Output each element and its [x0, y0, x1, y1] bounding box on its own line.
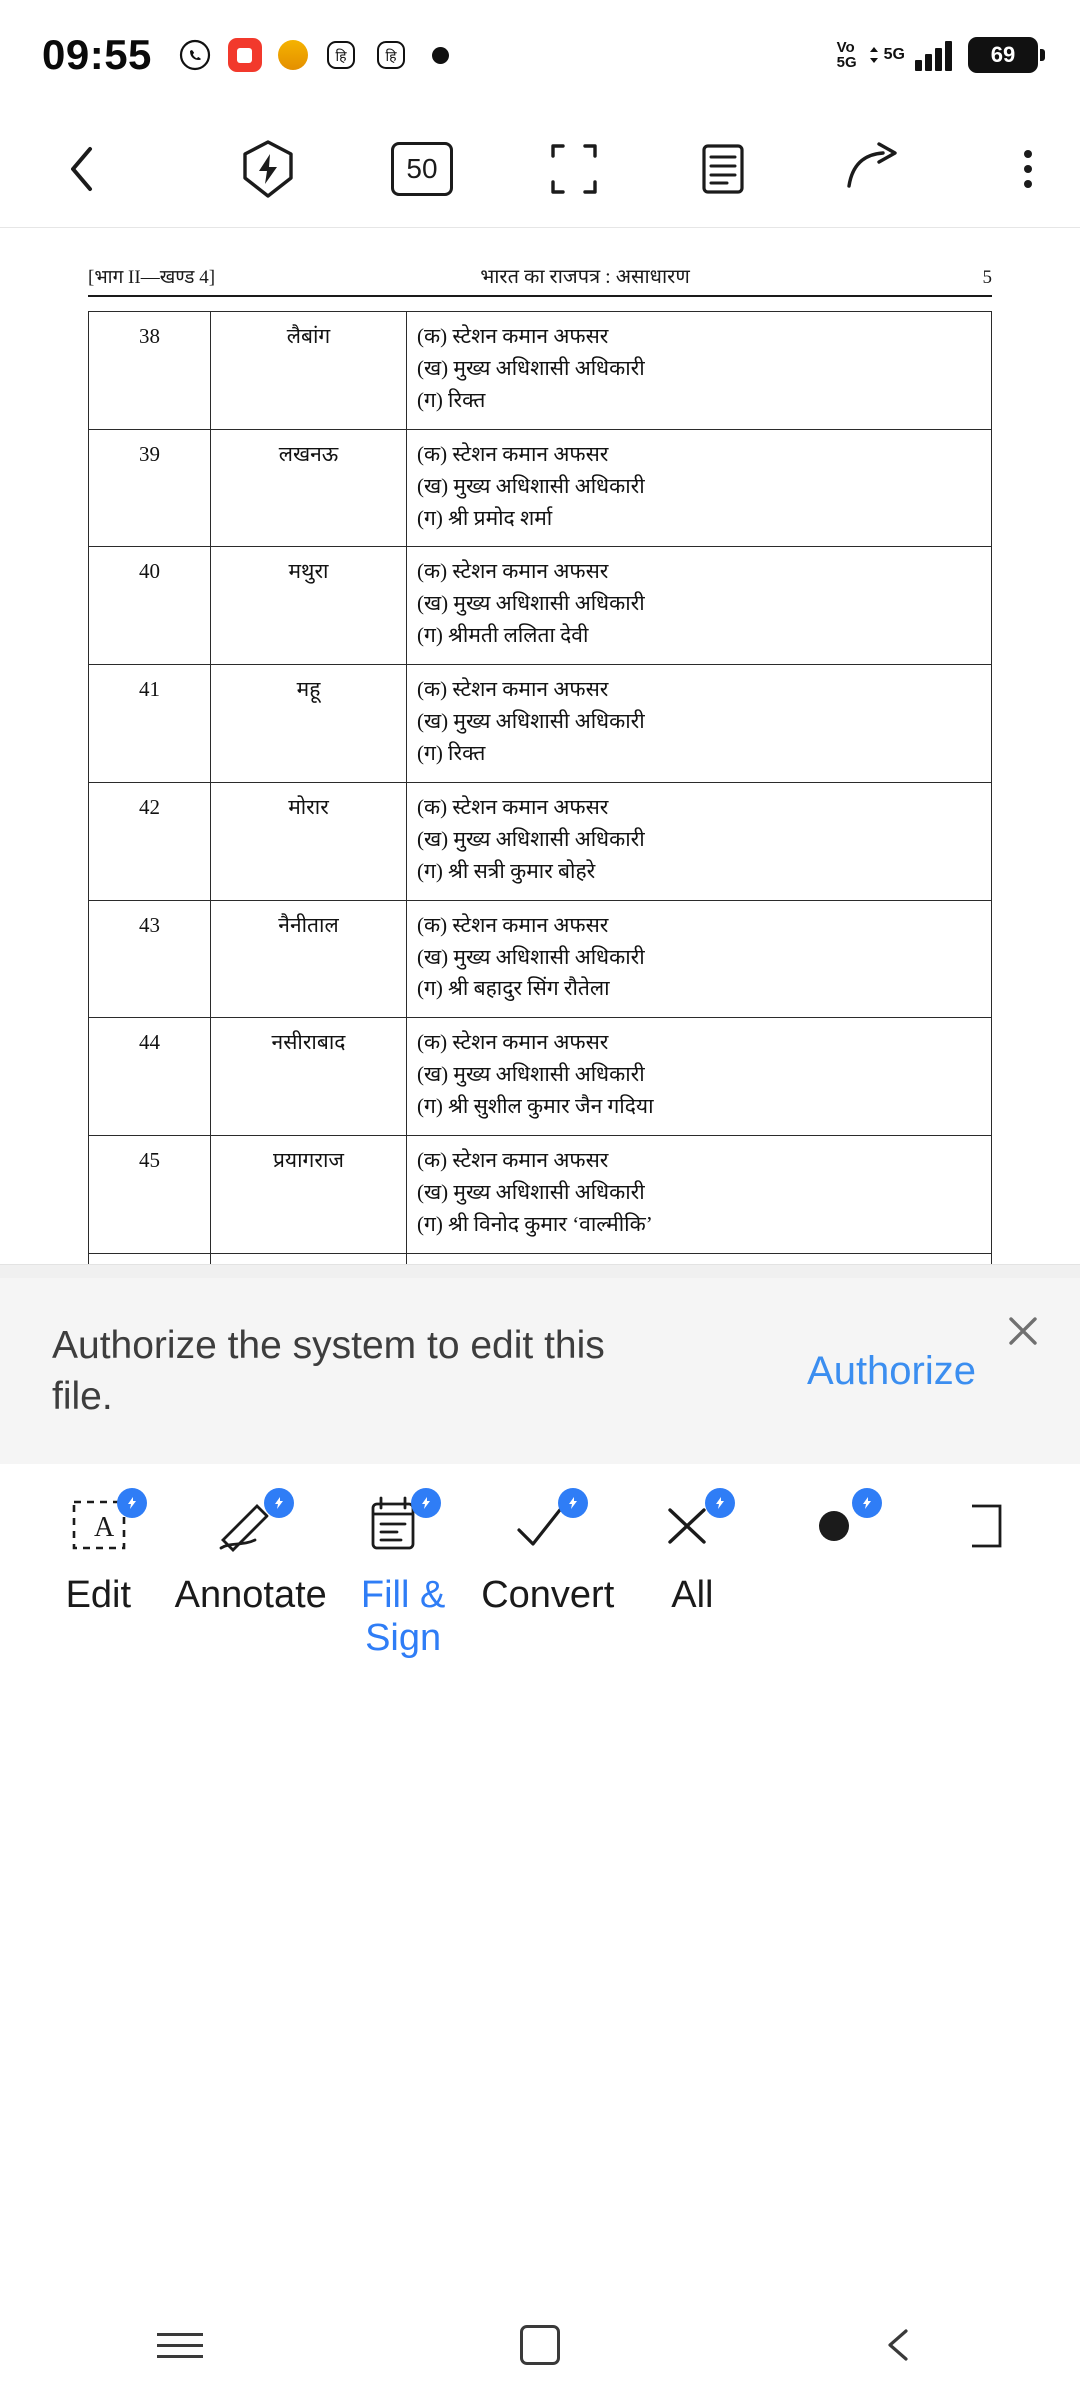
page-header-left: [भाग II—खण्ड 4] — [88, 267, 216, 288]
cell-serial: 40 — [89, 547, 211, 665]
authorize-button[interactable]: Authorize — [807, 1348, 976, 1393]
description-line: (क) स्टेशन कमान अफसर — [417, 559, 609, 584]
tool-label-all[interactable]: All — [671, 1574, 714, 1616]
tool-edit[interactable] — [26, 1486, 173, 1564]
description-line: (ग) रिक्त — [417, 387, 486, 412]
app-toolbar — [0, 110, 1080, 228]
description-line: (क) स्टेशन कमान अफसर — [417, 794, 609, 819]
page-header — [88, 262, 992, 297]
description-line: (ग) श्रीमती ललिता देवी — [417, 623, 589, 648]
status-time: 09:55 — [42, 31, 152, 78]
dot-icon — [424, 38, 458, 72]
status-system-icons — [837, 37, 1038, 73]
home-icon[interactable] — [480, 2310, 600, 2380]
whatsapp-icon — [178, 38, 212, 72]
cell-description — [407, 429, 992, 547]
tool-dot[interactable] — [760, 1486, 907, 1564]
cell-description — [407, 665, 992, 783]
description-line: (ख) मुख्य अधिशासी अधिकारी — [417, 355, 645, 380]
cell-serial: 42 — [89, 782, 211, 900]
hindi-app-icon-2 — [374, 38, 408, 72]
annotate-pen-icon[interactable] — [173, 1486, 320, 1564]
cell-serial: 39 — [89, 429, 211, 547]
dot-filled-icon[interactable] — [760, 1486, 907, 1564]
page-header-center: भारत का राजपत्र : असाधारण — [480, 266, 690, 288]
cell-description — [407, 1253, 992, 1264]
banner-separator — [0, 1264, 1080, 1278]
description-line: (ख) मुख्य अधिशासी अधिकारी — [417, 826, 645, 851]
tool-label-convert[interactable]: Convert — [481, 1574, 615, 1616]
cell-place: महू — [211, 665, 407, 783]
pro-badge-icon — [705, 1488, 735, 1518]
cell-description — [407, 1136, 992, 1254]
tool-annotate[interactable] — [173, 1486, 320, 1564]
cell-description — [407, 547, 992, 665]
table-row — [89, 665, 992, 783]
document-viewer[interactable] — [0, 228, 1080, 1264]
cell-description — [407, 1018, 992, 1136]
page-header-right: 5 — [982, 267, 992, 288]
table-row — [89, 900, 992, 1018]
cell-place: लखनऊ — [211, 429, 407, 547]
table-row — [89, 547, 992, 665]
description-line: (ग) श्री प्रमोद शर्मा — [417, 505, 553, 530]
app-yellow-icon — [278, 40, 308, 70]
cell-place: प्रयागराज — [211, 1136, 407, 1254]
pro-badge-icon — [117, 1488, 147, 1518]
authorize-message: Authorize the system to edit this file. — [52, 1323, 605, 1418]
battery-icon: 69 — [968, 37, 1038, 73]
reader-icon[interactable] — [695, 140, 751, 198]
cell-serial: 44 — [89, 1018, 211, 1136]
description-line: (क) स्टेशन कमान अफसर — [417, 1030, 609, 1055]
pro-badge-icon — [411, 1488, 441, 1518]
share-icon[interactable] — [843, 140, 905, 198]
crop-icon[interactable] — [545, 140, 603, 198]
network-type-label: 5G — [867, 46, 905, 64]
cell-serial: 41 — [89, 665, 211, 783]
tool-more-page[interactable] — [907, 1486, 1054, 1564]
gazette-table — [88, 311, 992, 1264]
description-line: (ग) श्री सत्री कुमार बोहरे — [417, 858, 596, 883]
cell-place — [211, 1253, 407, 1264]
cell-serial — [89, 1253, 211, 1264]
hindi-app-icon-1 — [324, 38, 358, 72]
lightning-icon[interactable] — [237, 138, 299, 200]
cell-serial: 45 — [89, 1136, 211, 1254]
table-row — [89, 782, 992, 900]
app-red-icon — [228, 38, 262, 72]
description-line: (ख) मुख्य अधिशासी अधिकारी — [417, 591, 645, 616]
more-icon[interactable] — [1024, 150, 1032, 188]
cell-place: लैबांग — [211, 312, 407, 430]
back-triangle-icon[interactable] — [840, 2310, 960, 2380]
close-icon[interactable] — [1000, 1308, 1046, 1354]
status-notification-icons — [178, 38, 458, 72]
description-line: (क) स्टेशन कमान अफसर — [417, 677, 609, 702]
system-navigation-bar — [0, 2290, 1080, 2400]
description-line: (ग) श्री बहादुर सिंग रौतेला — [417, 976, 610, 1001]
tool-convert[interactable] — [467, 1486, 614, 1564]
tool-label-row — [0, 1564, 1080, 1659]
table-row — [89, 1253, 992, 1264]
table-row — [89, 1018, 992, 1136]
authorize-banner — [0, 1278, 1080, 1464]
description-line: (ख) मुख्य अधिशासी अधिकारी — [417, 1179, 645, 1204]
cell-place: मोरार — [211, 782, 407, 900]
cell-serial: 43 — [89, 900, 211, 1018]
cell-description — [407, 782, 992, 900]
description-line: (ख) मुख्य अधिशासी अधिकारी — [417, 709, 645, 734]
description-line — [417, 1263, 981, 1264]
cross-icon[interactable] — [613, 1486, 760, 1564]
text-edit-icon[interactable] — [26, 1486, 173, 1564]
description-line: (ख) मुख्य अधिशासी अधिकारी — [417, 944, 645, 969]
tool-label-edit[interactable]: Edit — [65, 1574, 132, 1616]
table-row — [89, 312, 992, 430]
tool-bar — [0, 1464, 1080, 1659]
back-icon[interactable] — [48, 143, 118, 195]
description-line: (ख) मुख्य अधिशासी अधिकारी — [417, 1062, 645, 1087]
tool-all[interactable] — [613, 1486, 760, 1564]
tool-fill-sign[interactable] — [320, 1486, 467, 1564]
document-page — [0, 228, 1080, 1264]
cell-description — [407, 312, 992, 430]
cell-description — [407, 900, 992, 1018]
pro-badge-icon — [558, 1488, 588, 1518]
description-line: (क) स्टेशन कमान अफसर — [417, 912, 609, 937]
description-line: (ग) रिक्त — [417, 740, 486, 765]
signal-strength-icon — [915, 39, 952, 71]
page-number-button[interactable]: 50 — [391, 142, 453, 196]
description-line: (क) स्टेशन कमान अफसर — [417, 1148, 609, 1173]
volte-indicator: Vo 5G — [836, 39, 857, 71]
tool-label-fill-sign[interactable]: Fill & Sign — [360, 1574, 446, 1659]
cell-place: नसीराबाद — [211, 1018, 407, 1136]
svg-text:हि: हि — [335, 50, 347, 65]
tool-icon-row — [0, 1486, 1080, 1564]
table-row — [89, 1136, 992, 1254]
cell-place: मथुरा — [211, 547, 407, 665]
svg-text:A: A — [94, 1512, 115, 1543]
page-icon[interactable] — [907, 1486, 1054, 1564]
svg-text:हि: हि — [385, 50, 397, 65]
check-icon[interactable] — [467, 1486, 614, 1564]
table-row — [89, 429, 992, 547]
description-line: (ग) श्री सुशील कुमार जैन गदिया — [417, 1094, 654, 1119]
recents-icon[interactable] — [120, 2310, 240, 2380]
description-line: (क) स्टेशन कमान अफसर — [417, 441, 609, 466]
tool-label-annotate[interactable]: Annotate — [174, 1574, 327, 1616]
status-bar — [0, 0, 1080, 110]
pro-badge-icon — [264, 1488, 294, 1518]
description-line: (क) स्टेशन कमान अफसर — [417, 324, 609, 348]
cell-place: नैनीताल — [211, 900, 407, 1018]
description-line: (ख) मुख्य अधिशासी अधिकारी — [417, 473, 645, 498]
pro-badge-icon — [852, 1488, 882, 1518]
form-icon[interactable] — [320, 1486, 467, 1564]
description-line: (ग) श्री विनोद कुमार ‘वाल्मीकि’ — [417, 1211, 653, 1236]
cell-serial: 38 — [89, 312, 211, 430]
